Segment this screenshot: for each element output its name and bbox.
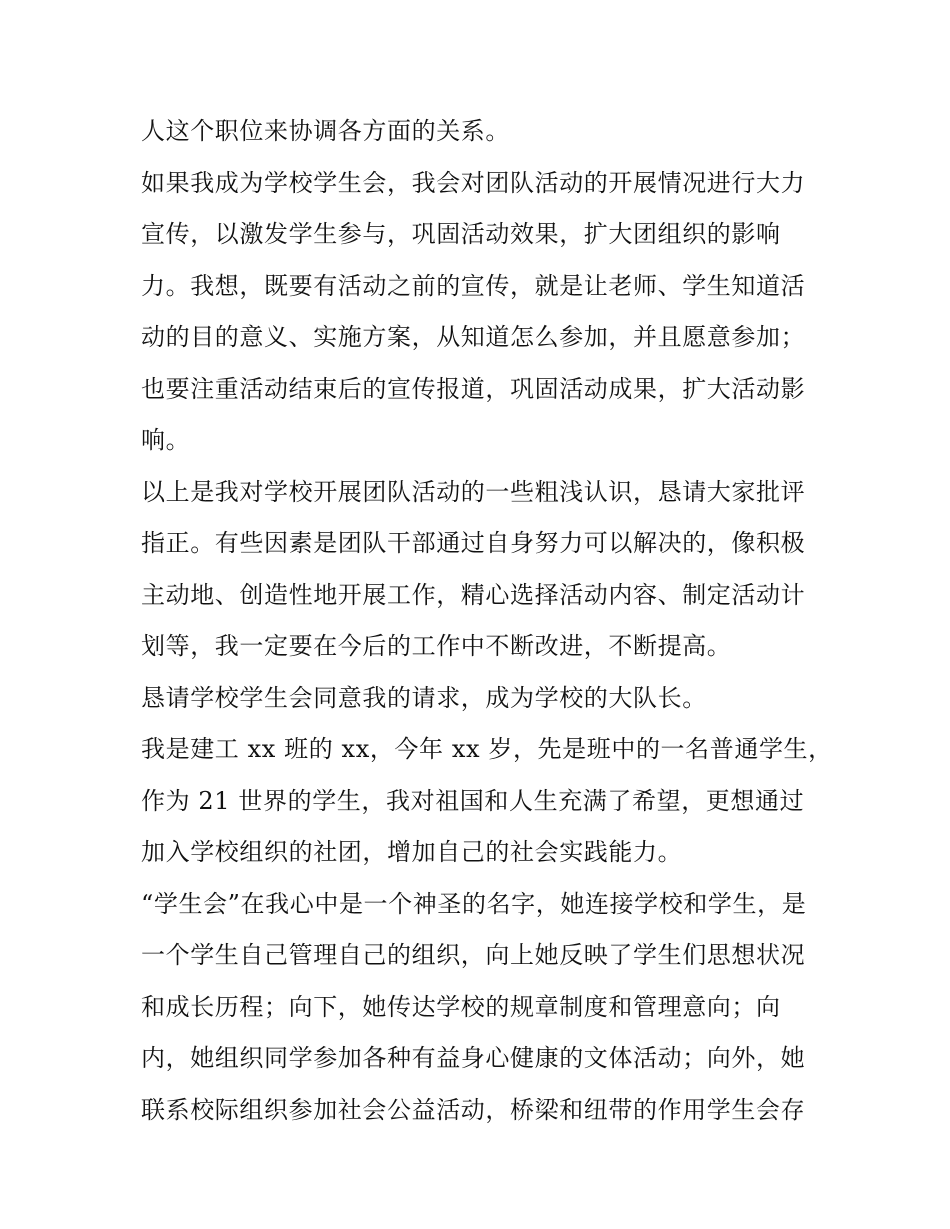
text-line: 力。我想，既要有活动之前的宣传，就是让老师、学生知道活 (141, 271, 806, 300)
text-line: 作为 21 世界的学生，我对祖国和人生充满了希望，更想通过 (141, 786, 805, 815)
text-line: 内，她组织同学参加各种有益身心健康的文体活动；向外，她 (141, 1044, 806, 1072)
document-body (141, 106, 831, 1136)
text-line: 和成长历程；向下，她传达学校的规章制度和管理意向；向 (141, 992, 781, 1021)
text-line: 联系校际组织参加社会公益活动，桥梁和纽带的作用学生会存 (141, 1095, 806, 1124)
text-line: 我是建工 xx 班的 xx，今年 xx 岁，先是班中的一名普通学生， (141, 735, 833, 763)
text-line: 以上是我对学校开展团队活动的一些粗浅认识，恳请大家批评 (141, 477, 806, 506)
text-line: 宣传，以激发学生参与，巩固活动效果，扩大团组织的影响 (141, 220, 781, 248)
text-line: 如果我成为学校学生会，我会对团队活动的开展情况进行大力 (141, 168, 806, 197)
text-line: 指正。有些因素是团队干部通过自身努力可以解决的，像积极 (141, 529, 806, 557)
text-line: 主动地、创造性地开展工作，精心选择活动内容、制定活动计 (141, 580, 806, 609)
text-line: 划等，我一定要在今后的工作中不断改进，不断提高。 (141, 632, 732, 660)
text-line: 一个学生自己管理自己的组织，向上她反映了学生们思想状况 (141, 941, 806, 969)
text-line: “学生会”在我心中是一个神圣的名字，她连接学校和学生，是 (141, 889, 807, 918)
text-line: 加入学校组织的社团，增加自己的社会实践能力。 (141, 838, 683, 866)
text-line: 响。 (141, 426, 191, 454)
text-line: 恳请学校学生会同意我的请求，成为学校的大队长。 (141, 683, 707, 712)
text-line: 动的目的意义、实施方案，从知道怎么参加，并且愿意参加； (141, 323, 806, 351)
text-line: 也要注重活动结束后的宣传报道，巩固活动成果，扩大活动影 (141, 374, 806, 403)
text-line: 人这个职位来协调各方面的关系。 (141, 117, 510, 145)
